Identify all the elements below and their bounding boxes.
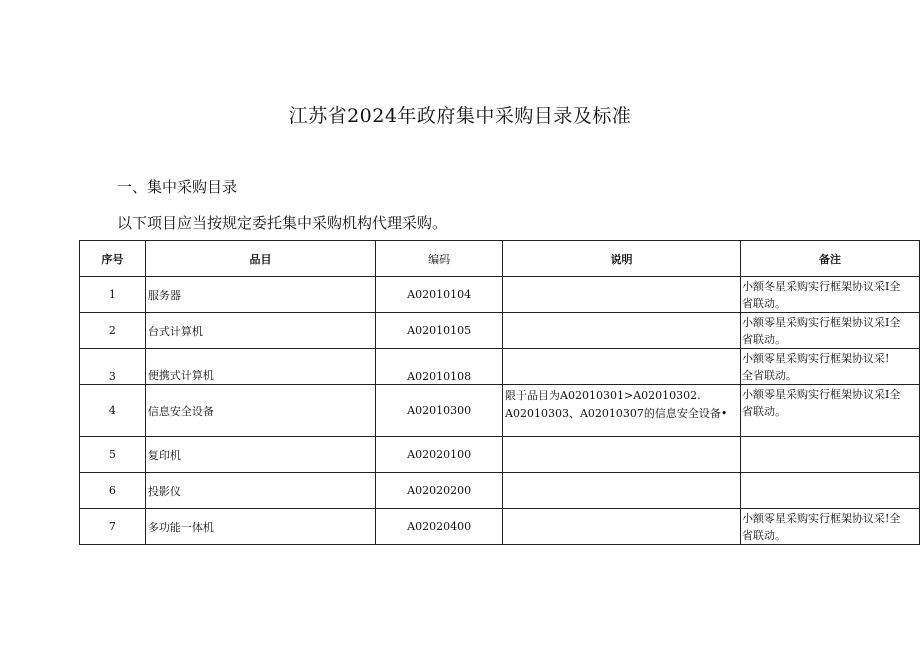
table-row xyxy=(80,349,920,385)
table-row xyxy=(80,509,920,545)
item-code: A02010105 xyxy=(376,313,503,349)
header-name: 品目 xyxy=(145,241,375,277)
item-name: 复印机 xyxy=(145,437,375,473)
table-row xyxy=(80,437,920,473)
item-code: A02010108 xyxy=(376,349,503,385)
item-note: 小额零星采购实行框架协议采I全 省联动。 xyxy=(741,385,920,437)
item-code: A02020100 xyxy=(376,437,503,473)
table-row xyxy=(80,277,920,313)
item-note xyxy=(741,437,920,473)
item-name: 多功能一体机 xyxy=(145,509,375,545)
procurement-table xyxy=(79,240,920,545)
item-name: 投影仪 xyxy=(145,473,375,509)
item-name: 信息安全设备 xyxy=(145,385,375,437)
table-row xyxy=(80,473,920,509)
row-number: 3 xyxy=(80,349,146,385)
header-desc: 说明 xyxy=(503,241,741,277)
section-heading: 一、集中采购目录 xyxy=(117,178,238,196)
item-description xyxy=(503,509,741,545)
intro-text: 以下项目应当按规定委托集中采购机构代理采购。 xyxy=(117,214,448,232)
table-row xyxy=(80,313,920,349)
table-header-row xyxy=(80,241,920,277)
item-note: 小额冬星采购实行框架协议采I全 省联动。 xyxy=(741,277,920,313)
item-note xyxy=(741,473,920,509)
row-number: 4 xyxy=(80,385,146,437)
item-name: 台式计算机 xyxy=(145,313,375,349)
item-name: 服务器 xyxy=(145,277,375,313)
item-description xyxy=(503,473,741,509)
item-code: A02010104 xyxy=(376,277,503,313)
item-note: 小额零星采购实行框架协议采! 全省联动。 xyxy=(741,349,920,385)
item-note: 小额零星采购实行框架协议采!全 省联动。 xyxy=(741,509,920,545)
item-code: A02010300 xyxy=(376,385,503,437)
item-description xyxy=(503,349,741,385)
item-code: A02020200 xyxy=(376,473,503,509)
header-code: 编码 xyxy=(376,241,503,277)
item-description xyxy=(503,277,741,313)
row-number: 6 xyxy=(80,473,146,509)
item-description xyxy=(503,313,741,349)
item-name: 便携式计算机 xyxy=(145,349,375,385)
item-description: 限于品目为A02010301>A02010302. A02010303、A02010307的信息安全设备• xyxy=(503,385,741,437)
header-no: 序号 xyxy=(80,241,146,277)
table-row xyxy=(80,385,920,437)
item-description xyxy=(503,437,741,473)
document-title: 江苏省2024年政府集中采购目录及标准 xyxy=(288,105,632,127)
item-note: 小额零星采购实行框架协议采I全 省联动。 xyxy=(741,313,920,349)
row-number: 2 xyxy=(80,313,146,349)
row-number: 7 xyxy=(80,509,146,545)
row-number: 1 xyxy=(80,277,146,313)
header-note: 备注 xyxy=(741,241,920,277)
row-number: 5 xyxy=(80,437,146,473)
item-code: A02020400 xyxy=(376,509,503,545)
